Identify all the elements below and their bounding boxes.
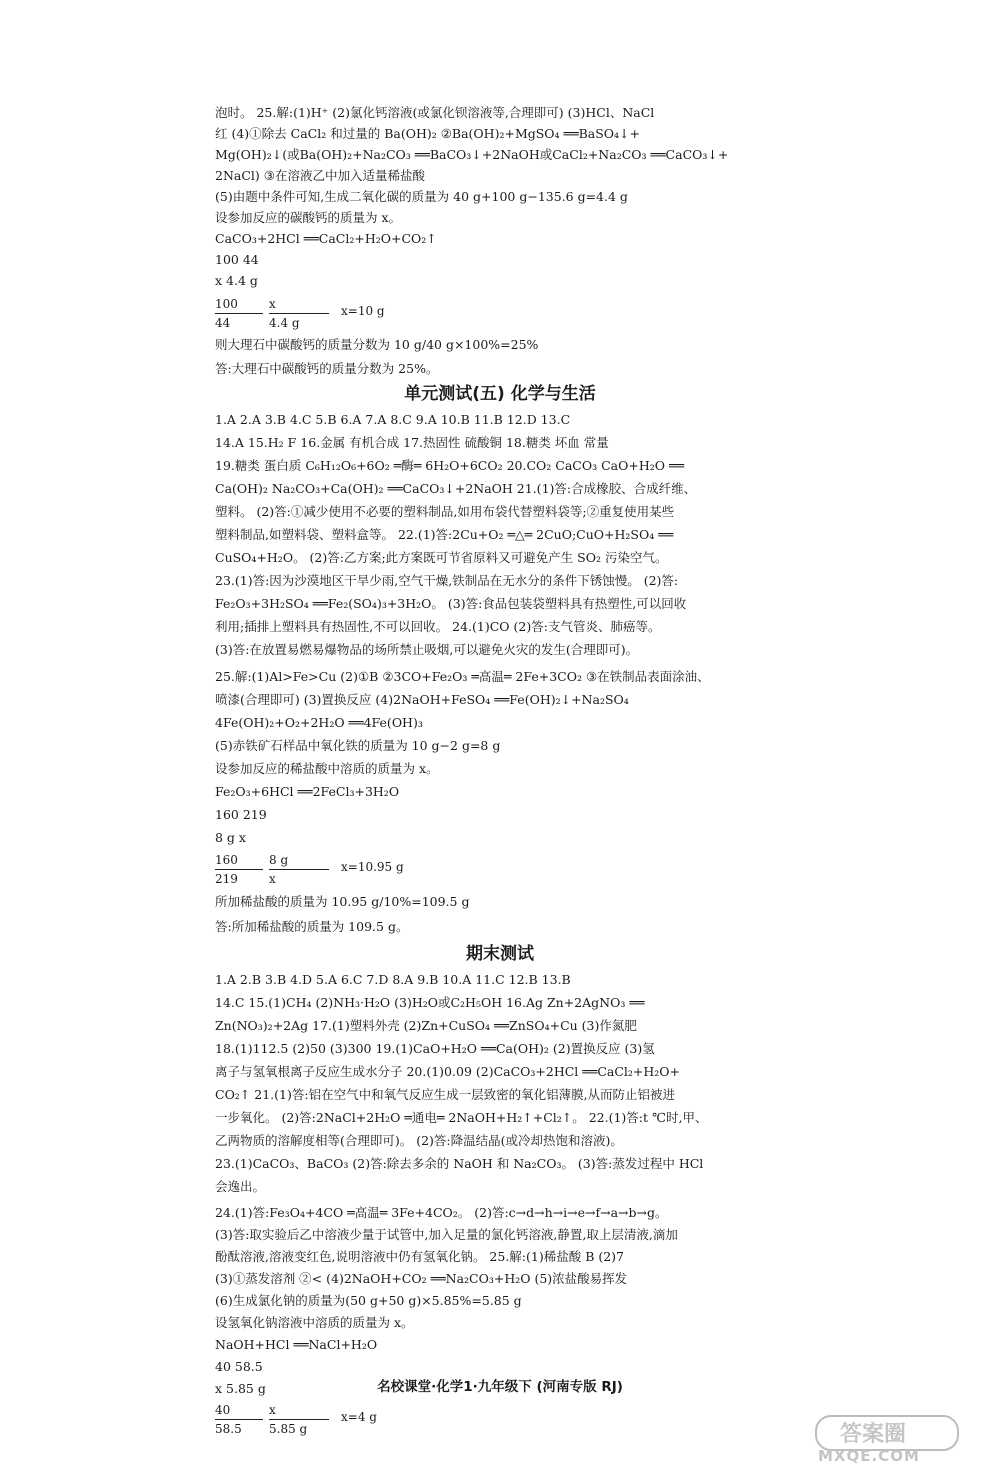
text-line: 酚酞溶液,溶液变红色,说明溶液中仍有氢氧化钠。 25.解:(1)稀盐酸 B (2)7 <box>215 1249 625 1264</box>
text-line: 19.糖类 蛋白质 C₆H₁₂O₆+6O₂ ═酶═ 6H₂O+6CO₂ 20.CO₂ CaCO₃ CaO+H₂O ══ <box>215 458 685 473</box>
text-line: 160 219 <box>215 807 267 822</box>
text-line: 一步氧化。 (2)答:2NaCl+2H₂O ═通电═ 2NaOH+H₂↑+Cl₂↑。 22.(1)答:t ℃时,甲、 <box>215 1110 708 1125</box>
text-line: 100 44 <box>215 252 259 267</box>
text-line: (5)赤铁矿石样品中氧化铁的质量为 10 g−2 g=8 g <box>215 738 501 753</box>
text-line: 40 58.5 <box>215 1359 263 1374</box>
text-line: 18.(1)112.5 (2)50 (3)300 19.(1)CaO+H₂O ══Ca(OH)₂ (2)置换反应 (3)氢 <box>215 1041 655 1056</box>
text-line: Ca(OH)₂ Na₂CO₃+Ca(OH)₂ ══CaCO₃↓+2NaOH 21.(1)答:合成橡胶、合成纤维、 <box>215 481 697 496</box>
text-line: CuSO₄+H₂O。 (2)答:乙方案;此方案既可节省原料又可避免产生 SO₂ 污染空气。 <box>215 550 668 565</box>
watermark-logo <box>800 1415 990 1465</box>
text-line: 塑料制品,如塑料袋、塑料盒等。 22.(1)答:2Cu+O₂ ═△═ 2CuO;CuO+H₂SO₄ ══ <box>215 527 674 542</box>
section-heading-unit5: 单元测试(五) 化学与生活 <box>404 384 596 404</box>
text-line: 所加稀盐酸的质量为 10.95 g/10%=109.5 g <box>215 894 470 909</box>
text-line: Mg(OH)₂↓(或Ba(OH)₂+Na₂CO₃ ══BaCO₃↓+2NaOH或CaCl₂+Na₂CO₃ ══CaCO₃↓+ <box>215 147 729 162</box>
answer-page: 泡时。 25.解:(1)H⁺ (2)氯化钙溶液(或氯化钡溶液等,合理即可) (3)HCl、NaCl 红 (4)①除去 CaCl₂ 和过量的 Ba(OH)₂ ②Ba(OH)₂+MgSO₄ ══BaSO₄↓+ Mg(OH)₂↓(或Ba(OH)₂+Na₂CO₃ ══BaCO₃↓+2NaOH或CaCl₂+Na₂CO₃ ══CaCO₃↓+ 2NaCl) ③在溶液乙中加入适量稀盐酸 (5)由题中条件可知,生成二氧化碳的质量为 40 g+100 g−135.6 g=4.4 g 设参加反应的碳酸钙的质量为 x。 CaCO₃+2HCl ══CaCl₂+H₂O+CO₂↑ 100 44 x 4.4 g $\frac{100}{44}$ $\frac{x}{4.4 g}$ x=10 g 则大理石中碳酸钙的质量分数为 10 g/40 g×100%=25% 答:大理石中碳酸钙的质量分数为 25%。 单元测试(五) 化学与生活 1.A 2.A 3.B 4.C 5.B 6.A 7.A 8.C 9.A 10.B 11.B 12.D 13.C 14.A 15.H₂ F 16.金属 有机合成 17.热固性 硫酸铜 18.糖类 坏血 常量 19.糖类 蛋白质 C₆H₁₂O₆+6O₂ ═酶═ 6H₂O+6CO₂ 20.CO₂ CaCO₃ CaO+H₂O ══ Ca(OH)₂ Na₂CO₃+Ca(OH)₂ ══CaCO₃↓+2NaOH 21.(1)答:合成橡胶、合成纤维、 塑料。 (2)答:①减少使用不必要的塑料制品,如用布袋代替塑料袋等;②重复使用某些 塑料制品,如塑料袋、塑料盒等。 22.(1)答:2Cu+O₂ ═△═ 2CuO;CuO+H₂SO₄ ══ CuSO₄+H₂O。 (2)答:乙方案;此方案既可节省原料又可避免产生 SO₂ 污染空气。 23.(1)答:因为沙漠地区干旱少雨,空气干燥,铁制品在无水分的条件下锈蚀慢。 (2)答: Fe₂O₃+3H₂SO₄ ══Fe₂(SO₄)₃+3H₂O。 (3)答:食品包装袋塑料具有热塑性,可以回收 利用;插排上塑料具有热固性,不可以回收。 24.(1)CO (2)答:支气管炎、肺癌等。 (3)答:在放置易燃易爆物品的场所禁止吸烟,可以避免火灾的发生(合理即可)。 25.解:(1)Al>Fe>Cu (2)①B ②3CO+Fe₂O₃ ═高温═ 2Fe+3CO₂ ③在铁制品表面涂油、 喷漆(合理即可) (3)置换反应 (4)2NaOH+FeSO₄ ══Fe(OH)₂↓+Na₂SO₄ 4Fe(OH)₂+O₂+2H₂O ══4Fe(OH)₃ (5)赤铁矿石样品中氧化铁的质量为 10 g−2 g=8 g 设参加反应的稀盐酸中溶质的质量为 x。 Fe₂O₃+6HCl ══2FeCl₃+3H₂O 160 219 8 g x $\frac{160}{219}$ $\frac{8 g}{x}$ x=10.95 g 所加稀盐酸的质量为 10.95 g/10%=109.5 g 答:所加稀盐酸的质量为 109.5 g。 期末测试 1.A 2.B 3.B 4.D 5.A 6.C 7.D 8.A 9.B 10.A 11.C 12.B 13.B 14.C 15.(1)CH₄ (2)NH₃·H₂O (3)H₂O或C₂H₅OH 16.Ag Zn+2AgNO₃ ══ Zn(NO₃)₂+2Ag 17.(1)塑料外壳 (2)Zn+CuSO₄ ══ZnSO₄+Cu (3)作氮肥 18.(1)112.5 (2)50 (3)300 19.(1)CaO+H₂O ══Ca(OH)₂ (2)置换反应 (3)氢 离子与氢氧根离子反应生成水分子 20.(1)0.09 (2)CaCO₃+2HCl ══CaCl₂+H₂O+ CO₂↑ 21.(1)答:铝在空气中和氧气反应生成一层致密的氧化铝薄膜,从而防止铝被进 一步氧化。 (2)答:2NaCl+2H₂O ═通电═ 2NaOH+H₂↑+Cl₂↑。 22.(1)答:t ℃时,甲、 乙两物质的溶解度相等(合理即可)。 (2)答:降温结晶(或冷却热饱和溶液)。 23.(1)CaCO₃、BaCO₃ (2)答:除去多余的 NaOH 和 Na₂CO₃。 (3)答:蒸发过程中 HCl 会逸出。 24.(1)答:Fe₃O₄+4CO ═高温═ 3Fe+4CO₂。 (2)答:c→d→h→i→e→f→a→b→g。 (3)答:取实验后乙中溶液少量于试管中,加入足量的氯化钙溶液,静置,取上层清液,滴加 酚酞溶液,溶液变红色,说明溶液中仍有氢氧化钠。 25.解:(1)稀盐酸 B (2)7 (3)①蒸发溶剂 ②< (4)2NaOH+CO₂ ══Na₂CO₃+H₂O (5)浓盐酸易挥发 (6)生成氯化钠的质量为(50 g+50 g)×5.85%=5.85 g 设氢氧化钠溶液中溶质的质量为 x。 NaOH+HCl ══NaCl+H₂O 40 58.5 x 5.85 g $\frac{40}{58.5}$ $\frac{x}{5.85 g}$ x=4 g 名校课堂·化学1·九年级下 (河南专版 RJ) 答案圈 MXQE.COM <box>0 0 1000 1471</box>
text-line: 1.A 2.A 3.B 4.C 5.B 6.A 7.A 8.C 9.A 10.B 11.B 12.D 13.C <box>215 412 571 427</box>
text-line: 乙两物质的溶解度相等(合理即可)。 (2)答:降温结晶(或冷却热饱和溶液)。 <box>215 1133 623 1148</box>
text-line: NaOH+HCl ══NaCl+H₂O <box>215 1337 378 1352</box>
text-line: 2NaCl) ③在溶液乙中加入适量稀盐酸 <box>215 168 425 183</box>
text-line: 设氢氧化钠溶液中溶质的质量为 x。 <box>215 1315 414 1330</box>
text-line: 设参加反应的碳酸钙的质量为 x。 <box>215 210 402 225</box>
text-line: 红 (4)①除去 CaCl₂ 和过量的 Ba(OH)₂ ②Ba(OH)₂+MgSO₄ ══BaSO₄↓+ <box>215 126 641 141</box>
text-line: 24.(1)答:Fe₃O₄+4CO ═高温═ 3Fe+4CO₂。 (2)答:c→d→h→i→e→f→a→b→g。 <box>215 1205 668 1220</box>
text-line: 14.C 15.(1)CH₄ (2)NH₃·H₂O (3)H₂O或C₂H₅OH 16.Ag Zn+2AgNO₃ ══ <box>215 995 645 1010</box>
watermark-top-text: 答案圈 <box>840 1422 907 1447</box>
text-line: 利用;插排上塑料具有热固性,不可以回收。 24.(1)CO (2)答:支气管炎、肺癌等。 <box>215 619 661 634</box>
text-line: Zn(NO₃)₂+2Ag 17.(1)塑料外壳 (2)Zn+CuSO₄ ══ZnSO₄+Cu (3)作氮肥 <box>215 1018 637 1033</box>
text-line: x 5.85 g <box>215 1381 266 1396</box>
text-line: 泡时。 25.解:(1)H⁺ (2)氯化钙溶液(或氯化钡溶液等,合理即可) (3)HCl、NaCl <box>215 105 655 120</box>
text-line: 答:大理石中碳酸钙的质量分数为 25%。 <box>215 361 439 376</box>
text-line: 离子与氢氧根离子反应生成水分子 20.(1)0.09 (2)CaCO₃+2HCl ══CaCl₂+H₂O+ <box>215 1064 681 1079</box>
text-line: 25.解:(1)Al>Fe>Cu (2)①B ②3CO+Fe₂O₃ ═高温═ 2Fe+3CO₂ ③在铁制品表面涂油、 <box>215 669 710 684</box>
text-line: 14.A 15.H₂ F 16.金属 有机合成 17.热固性 硫酸铜 18.糖类 坏血 常量 <box>215 435 609 450</box>
text-line: 答:所加稀盐酸的质量为 109.5 g。 <box>215 919 409 934</box>
text-line: 23.(1)答:因为沙漠地区干旱少雨,空气干燥,铁制品在无水分的条件下锈蚀慢。 (2)答: <box>215 573 679 588</box>
text-line: CO₂↑ 21.(1)答:铝在空气中和氧气反应生成一层致密的氧化铝薄膜,从而防止铝被进 <box>215 1087 676 1102</box>
text-line: CaCO₃+2HCl ══CaCl₂+H₂O+CO₂↑ <box>215 231 437 246</box>
text-line: 会逸出。 <box>215 1179 266 1194</box>
text-line: 塑料。 (2)答:①减少使用不必要的塑料制品,如用布袋代替塑料袋等;②重复使用某些 <box>215 504 675 519</box>
text-line: (3)答:在放置易燃易爆物品的场所禁止吸烟,可以避免火灾的发生(合理即可)。 <box>215 642 639 657</box>
text-line: 则大理石中碳酸钙的质量分数为 10 g/40 g×100%=25% <box>215 337 539 352</box>
text-line: (5)由题中条件可知,生成二氧化碳的质量为 40 g+100 g−135.6 g=4.4 g <box>215 189 628 204</box>
page-footer: 名校课堂·化学1·九年级下 (河南专版 RJ) <box>377 1379 623 1395</box>
text-line: 设参加反应的稀盐酸中溶质的质量为 x。 <box>215 761 439 776</box>
text-line: 23.(1)CaCO₃、BaCO₃ (2)答:除去多余的 NaOH 和 Na₂CO₃。 (3)答:蒸发过程中 HCl <box>215 1156 704 1171</box>
text-line: (3)答:取实验后乙中溶液少量于试管中,加入足量的氯化钙溶液,静置,取上层清液,滴加 <box>215 1227 678 1242</box>
text-line: 1.A 2.B 3.B 4.D 5.A 6.C 7.D 8.A 9.B 10.A 11.C 12.B 13.B <box>215 972 571 987</box>
watermark-bottom-text: MXQE.COM <box>818 1447 920 1465</box>
text-line: x 4.4 g <box>215 273 258 288</box>
section-heading-final: 期末测试 <box>466 944 534 964</box>
text-line: 8 g x <box>215 830 246 845</box>
text-line: 4Fe(OH)₂+O₂+2H₂O ══4Fe(OH)₃ <box>215 715 423 730</box>
text-line: 喷漆(合理即可) (3)置换反应 (4)2NaOH+FeSO₄ ══Fe(OH)₂↓+Na₂SO₄ <box>215 692 629 707</box>
text-line: Fe₂O₃+6HCl ══2FeCl₃+3H₂O <box>215 784 400 799</box>
text-line: (6)生成氯化钠的质量为(50 g+50 g)×5.85%=5.85 g <box>215 1293 522 1308</box>
text-line: (3)①蒸发溶剂 ②< (4)2NaOH+CO₂ ══Na₂CO₃+H₂O (5)浓盐酸易挥发 <box>215 1271 628 1286</box>
text-line: Fe₂O₃+3H₂SO₄ ══Fe₂(SO₄)₃+3H₂O。 (3)答:食品包装袋塑料具有热塑性,可以回收 <box>215 596 687 611</box>
